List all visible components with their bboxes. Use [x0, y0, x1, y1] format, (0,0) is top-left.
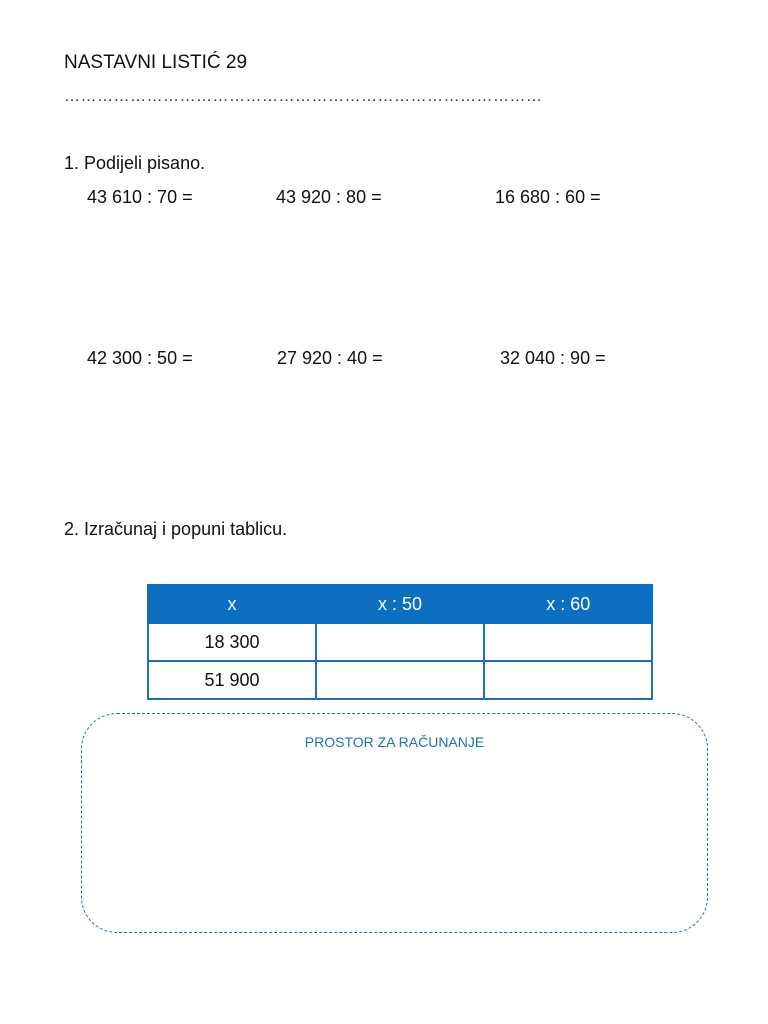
- task-1-heading: 1. Podijeli pisano.: [64, 153, 206, 173]
- division-expression: 43 920 : 80 =: [276, 187, 382, 207]
- table-answer-cell[interactable]: [316, 661, 484, 699]
- column-header-x-div-50: x : 50: [316, 585, 484, 623]
- division-table: [147, 584, 653, 700]
- table-answer-cell[interactable]: [484, 623, 652, 661]
- table-cell-x: 51 900: [148, 661, 316, 699]
- task-2-heading: 2. Izračunaj i popuni tablicu.: [64, 519, 288, 539]
- table-row: [148, 661, 652, 699]
- table-cell-x: 18 300: [148, 623, 316, 661]
- table-answer-cell[interactable]: [484, 661, 652, 699]
- column-header-x-div-60: x : 60: [484, 585, 652, 623]
- division-expression: 32 040 : 90 =: [500, 348, 606, 368]
- table-answer-cell[interactable]: [316, 623, 484, 661]
- column-header-x: x: [148, 585, 316, 623]
- division-expression: 27 920 : 40 =: [277, 348, 383, 368]
- division-expression: 42 300 : 50 =: [87, 348, 193, 368]
- table-header-row: [148, 585, 652, 623]
- page-title: NASTAVNI LISTIĆ 29: [64, 52, 248, 73]
- division-expression: 16 680 : 60 =: [495, 187, 601, 207]
- calculation-area[interactable]: [81, 713, 708, 933]
- division-expression: 43 610 : 70 =: [87, 187, 193, 207]
- table-row: [148, 623, 652, 661]
- calculation-area-label: PROSTOR ZA RAČUNANJE: [304, 734, 485, 750]
- name-line: ……………………………………………………………………………: [64, 88, 543, 105]
